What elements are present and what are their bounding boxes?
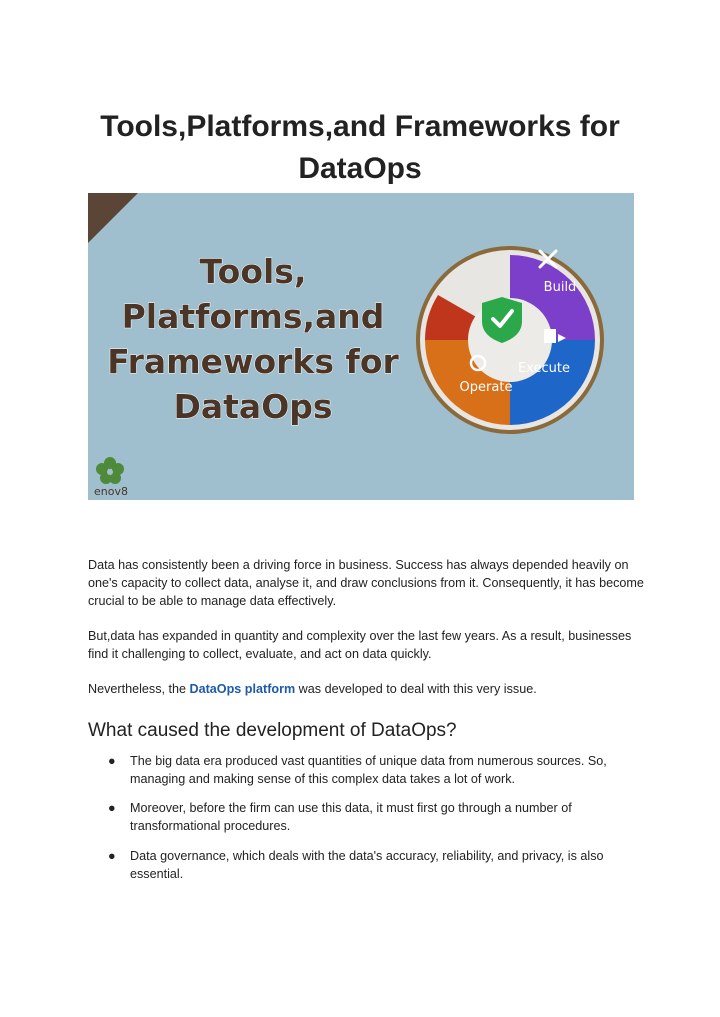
platform-paragraph [88, 680, 648, 698]
bullet-dot: ● [108, 849, 116, 863]
platform-text-before: Nevertheless, the [88, 682, 190, 696]
dataops-wheel-graphic [416, 246, 604, 434]
list-item-text: Moreover, before the firm can use this data, it must first go through a number of transformational procedures. [130, 801, 572, 833]
growth-paragraph: But,data has expanded in quantity and complexity over the last few years. As a result, businesses find it challenging to collect, evaluate, and act on data quickly. [88, 629, 632, 661]
banner-headline-line-3: Frameworks for [107, 342, 399, 381]
banner-headline-line-4: DataOps [173, 387, 333, 426]
section-heading: What caused the development of DataOps? [88, 720, 457, 741]
platform-text-after: was developed to deal with this very issue. [295, 682, 537, 696]
bullet-dot: ● [108, 801, 116, 815]
operate-label: Operate [459, 380, 513, 395]
list-item-text: Data governance, which deals with the data's accuracy, reliability, and privacy, is also essential. [130, 849, 604, 881]
bullet-dot: ● [108, 754, 116, 768]
logo-text: enov8 [94, 485, 128, 498]
execute-label: Execute [518, 361, 570, 376]
banner-headline-line-2: Platforms,and [121, 297, 385, 336]
build-label: Build [543, 280, 577, 295]
dataops-platform-link[interactable]: DataOps platform [189, 682, 296, 696]
list-item-text: The big data era produced vast quantities of unique data from numerous sources. So, managing and making sense of this complex data takes a lot of work. [130, 754, 607, 786]
intro-paragraph: Data has consistently been a driving force in business. Success has always depended heavily on one's capacity to collect data, analyse it, and draw conclusions from it. Consequently, it has become crucial to be able to manage data effectively. [88, 558, 644, 608]
hero-banner-image [88, 193, 634, 500]
banner-headline-line-1: Tools, [199, 252, 307, 291]
page-title: Tools,Platforms,and Frameworks for DataOps [100, 110, 620, 186]
